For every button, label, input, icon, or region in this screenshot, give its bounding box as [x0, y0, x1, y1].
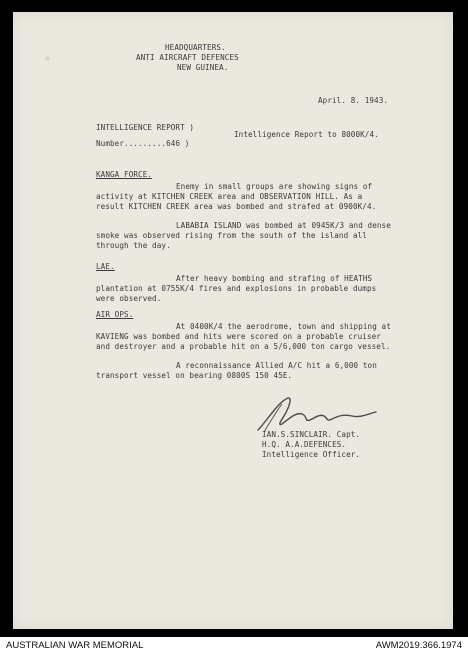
section-heading-lae: LAE. — [96, 262, 115, 271]
report-title: INTELLIGENCE REPORT ) — [96, 123, 195, 132]
archive-reference: AWM2019.366.1974 — [375, 640, 462, 651]
header-line-1: HEADQUARTERS. — [165, 43, 226, 52]
lae-para1-line3: were observed. — [96, 294, 162, 303]
section-heading-kanga: KANGA FORCE. — [96, 170, 153, 179]
lae-para1-line2: plantation at 0755K/4 fires and explosions in probable dumps — [96, 284, 377, 293]
airops-para1-line3: and destroyer and a probable hit on a 5/6,000 ton cargo vessel. — [96, 342, 391, 351]
kanga-para2-line3: through the day. — [96, 241, 171, 250]
airops-para2-line2: transport vessel on bearing 0800S 150 45E. — [96, 371, 293, 380]
kanga-para1-line3: result KITCHEN CREEK area was bombed and strafed at 0900K/4. — [96, 202, 377, 211]
archive-name: AUSTRALIAN WAR MEMORIAL — [6, 640, 144, 651]
airops-para1-line1: At 0400K/4 the aerodrome, town and shipping at — [176, 322, 391, 331]
airops-para1-line2: KAVIENG was bombed and hits were scored on a probable cruiser — [96, 332, 381, 341]
kanga-para2-line2: smoke was observed rising from the south of the island all — [96, 231, 367, 240]
lae-para1-line1: After heavy bombing and strafing of HEATHS — [176, 274, 373, 283]
archive-footer — [0, 637, 468, 653]
signatory-name: IAN.S.SINCLAIR. Capt. — [262, 430, 361, 439]
kanga-para2-line1: LABABIA ISLAND was bombed at 0945K/3 and dense — [176, 221, 391, 230]
airops-para2-line1: A reconnaissance Allied A/C hit a 6,000 ton — [176, 361, 377, 370]
signatory-unit: H.Q. A.A.DEFENCES. — [262, 440, 347, 449]
report-number: Number.........646 ) — [96, 139, 190, 148]
punch-hole-mark — [45, 56, 50, 61]
header-line-3: NEW GUINEA. — [177, 63, 229, 72]
report-date: April. 8. 1943. — [318, 96, 389, 105]
kanga-para1-line2: activity at KITCHEN CREEK area and OBSERVATION HILL. As a — [96, 192, 363, 201]
report-to: Intelligence Report to 8000K/4. — [234, 130, 379, 139]
header-line-2: ANTI AIRCRAFT DEFENCES — [136, 53, 239, 62]
kanga-para1-line1: Enemy in small groups are showing signs of — [176, 182, 373, 191]
section-heading-air-ops: AIR OPS. — [96, 310, 134, 319]
signatory-role: Intelligence Officer. — [262, 450, 361, 459]
